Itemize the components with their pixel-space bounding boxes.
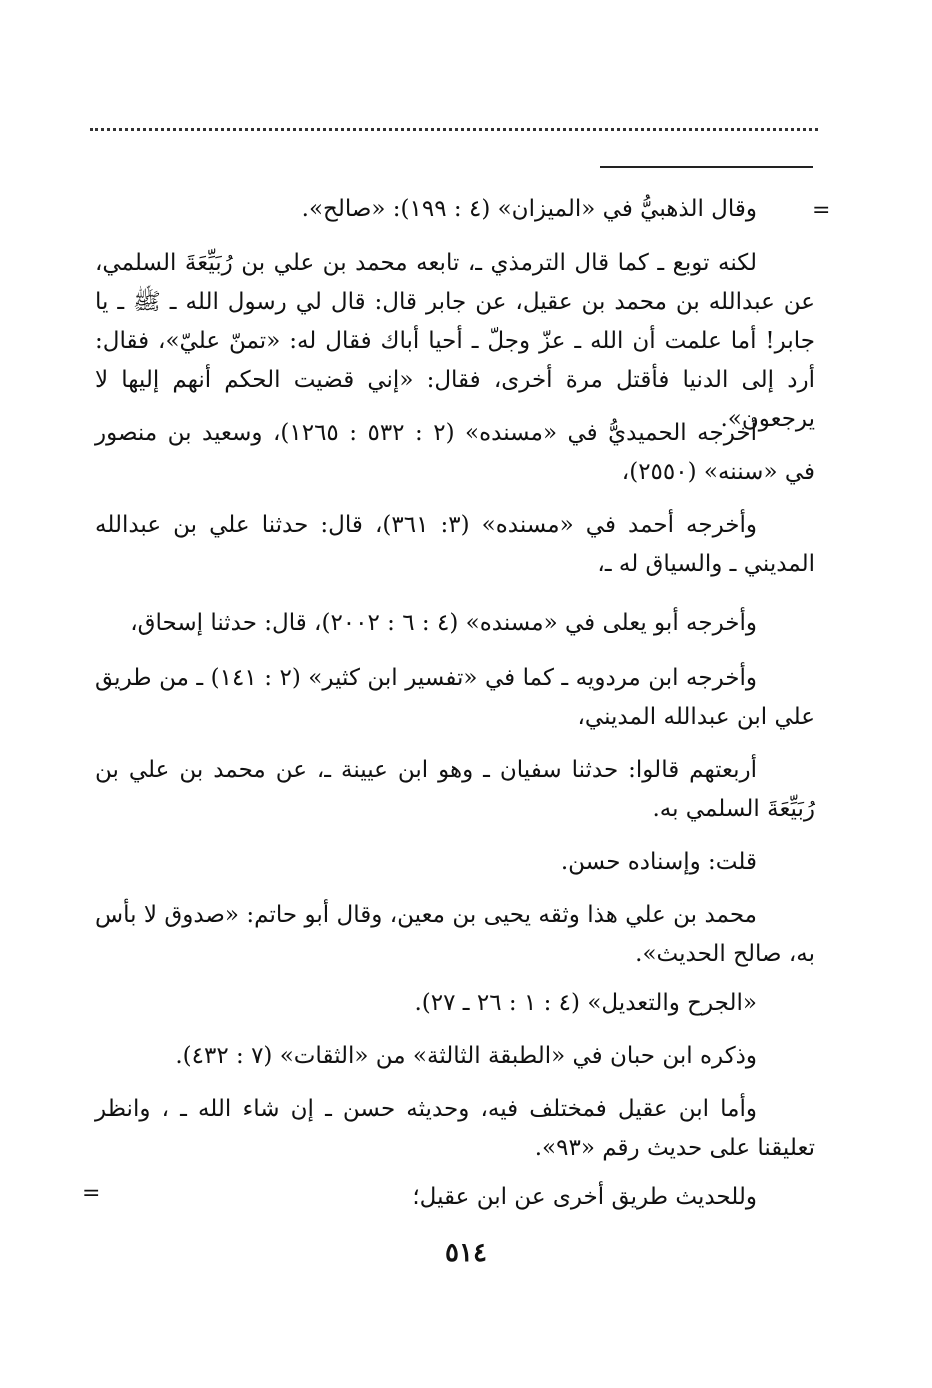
footnote-paragraph: وأخرجه أحمد في «مسنده» (٣: ٣٦١)، قال: حدثنا علي بن عبدالله المديني ـ والسياق له ـ، xyxy=(95,512,815,577)
footnote-paragraph: قلت: وإسناده حسن. xyxy=(560,849,757,875)
footnote-paragraph: أربعتهم قالوا: حدثنا سفيان ـ وهو ابن عيينة ـ، عن محمد بن علي بن رُبَيِّعَةَ السلمي به. xyxy=(95,757,815,822)
footnote-paragraph: وذكره ابن حبان في «الطبقة الثالثة» من «الثقات» (٧ : ٤٣٢). xyxy=(175,1043,757,1069)
footnote-paragraph: وأخرجه ابن مردويه ـ كما في «تفسير ابن كثير» (٢ : ١٤١) ـ من طريق علي ابن عبدالله المديني، xyxy=(95,665,815,730)
footnote-paragraph: «الجرح والتعديل» (٤ : ١ : ٢٦ ـ ٢٧). xyxy=(414,990,757,1016)
footnote-paragraph: وقال الذهبيُّ في «الميزان» (٤ : ١٩٩): «صالح». xyxy=(301,196,757,222)
continuation-mark-top: = xyxy=(812,198,831,223)
dotted-separator xyxy=(90,128,818,131)
continuation-mark-bottom: = xyxy=(82,1181,101,1206)
footnote-paragraph: وللحديث طريق أخرى عن ابن عقيل؛ xyxy=(412,1184,757,1210)
footnote-paragraph: وأما ابن عقيل فمختلف فيه، وحديثه حسن ـ إن شاء الله ـ ، وانظر تعليقنا على حديث رقم «٩٣». xyxy=(95,1096,815,1161)
page-number: ٥١٤ xyxy=(445,1238,487,1268)
footnote-paragraph: لكنه توبع ـ كما قال الترمذي ـ، تابعه محمد بن علي بن رُبَيِّعَةَ السلمي، عن عبدالله بن محمد بن عقيل، عن جابر قال: قال لي رسول الله ـ ﷺ ـ يا جابر! أما علمت أن الله ـ عزّ وجلّ ـ أحيا أباك فقال له: «تمنّ عليّ»، فقال: أرد إلى الدنيا فأقتل مرة أخرى، فقال: «إني قضيت الحكم أنهم إليها لا يرجعون». xyxy=(95,250,815,432)
footnote-paragraph: أخرجه الحميديُّ في «مسنده» (٢ : ٥٣٢ : ١٢٦٥)، وسعيد بن منصور في «سننه» (٢٥٥٠)، xyxy=(95,420,815,485)
footnote-paragraph: محمد بن علي هذا وثقه يحيى بن معين، وقال أبو حاتم: «صدوق لا بأس به، صالح الحديث». xyxy=(95,902,815,967)
footnote-rule xyxy=(600,166,813,168)
footnote-paragraph: وأخرجه أبو يعلى في «مسنده» (٤ : ٦ : ٢٠٠٢)، قال: حدثنا إسحاق، xyxy=(130,610,757,636)
